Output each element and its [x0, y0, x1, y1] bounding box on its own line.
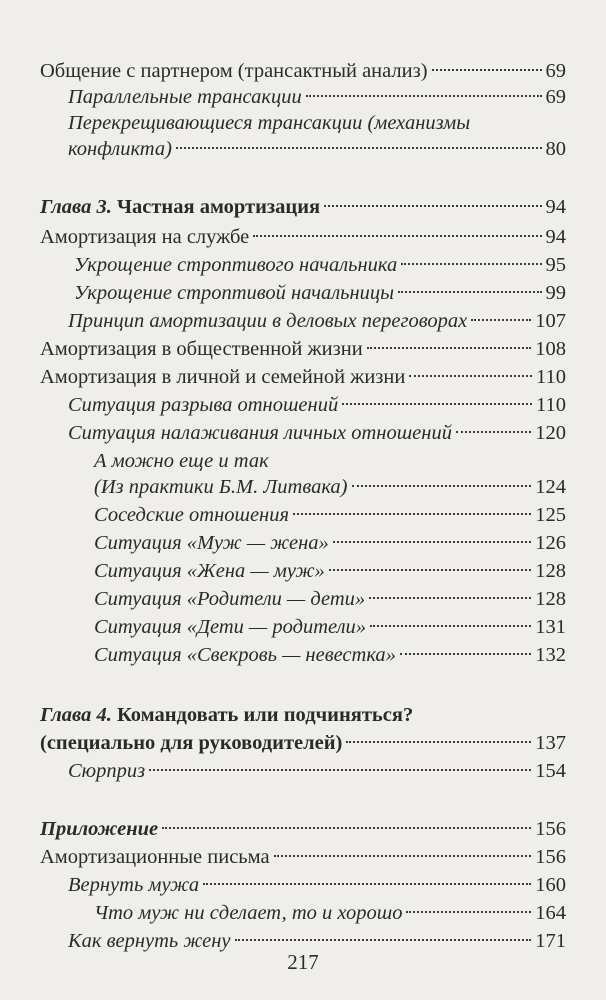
toc-entry-title: Принцип амортизации в деловых переговорах: [68, 310, 468, 332]
toc-entry-line[interactable]: [94, 447, 566, 475]
toc-entry-title: Ситуация «Свекровь — невестка»: [94, 644, 396, 666]
toc-page-number: 154: [535, 760, 566, 782]
toc-page-number: 69: [545, 60, 566, 82]
toc-page-number: 156: [535, 846, 566, 868]
toc-entry[interactable]: [68, 871, 566, 899]
toc-entry-title: Сюрприз: [68, 760, 146, 782]
toc-entry-title: Укрощение строптивой начальницы: [74, 282, 395, 304]
dot-leader: [253, 235, 541, 237]
toc-entry-title: Амортизационные письма: [40, 846, 270, 868]
dot-leader: [162, 827, 531, 829]
dot-leader: [406, 911, 531, 913]
dot-leader: [333, 541, 532, 543]
toc-entry-title: Перекрещивающиеся трансакции (механизмы: [68, 112, 471, 134]
toc-entry[interactable]: [40, 57, 566, 85]
page-number: 217: [287, 950, 319, 974]
toc-entry[interactable]: [94, 641, 566, 669]
chapter-title-cont: (специально для руководителей): [40, 732, 343, 754]
toc-entry[interactable]: [40, 363, 566, 391]
toc-chapter-title: [40, 193, 320, 221]
toc-entry[interactable]: [94, 501, 566, 529]
dot-leader: [352, 485, 532, 487]
toc-page-number: 110: [536, 366, 566, 388]
toc-page-number: 124: [535, 476, 566, 498]
dot-leader: [235, 939, 532, 941]
dot-leader: [274, 855, 532, 857]
toc-entry[interactable]: [74, 251, 566, 279]
toc-page-number: 69: [545, 86, 566, 108]
toc-entry[interactable]: [68, 757, 566, 785]
toc-page-number: 94: [545, 196, 566, 218]
toc-entry[interactable]: [68, 419, 566, 447]
dot-leader: [176, 147, 542, 149]
dot-leader: [409, 375, 532, 377]
toc-page-number: 107: [535, 310, 566, 332]
dot-leader: [324, 205, 541, 207]
toc-entry[interactable]: [40, 223, 566, 251]
toc-chapter-entry[interactable]: [40, 729, 566, 757]
toc-page-number: 110: [536, 394, 566, 416]
toc-entry[interactable]: [68, 307, 566, 335]
chapter-title-text: Командовать или подчиняться?: [116, 704, 414, 726]
dot-leader: [306, 95, 542, 97]
toc-page-number: 99: [545, 282, 566, 304]
toc-page-number: 171: [535, 930, 566, 952]
dot-leader: [367, 347, 532, 349]
toc-entry-title: Укрощение строптивого начальника: [74, 254, 398, 276]
toc-page-number: 128: [535, 588, 566, 610]
toc-page-number: 131: [535, 616, 566, 638]
toc-entry-title: Вернуть мужа: [68, 874, 200, 896]
toc-entry-title-cont: (Из практики Б.М. Литвака): [94, 476, 348, 498]
toc-entry-title: Ситуация «Родители — дети»: [94, 588, 366, 610]
toc-entry[interactable]: [94, 557, 566, 585]
toc-entry[interactable]: [40, 843, 566, 871]
toc-appendix-entry[interactable]: [40, 815, 566, 843]
toc-entry-title: Ситуация налаживания личных отношений: [68, 422, 452, 444]
toc-page-number: 125: [535, 504, 566, 526]
toc-entry-title: Ситуация «Дети — родители»: [94, 616, 367, 638]
toc-chapter-entry[interactable]: [40, 193, 566, 221]
toc-entry-line[interactable]: [68, 109, 566, 137]
dot-leader: [456, 431, 531, 433]
dot-leader: [342, 403, 532, 405]
toc-entry-title-cont: конфликта): [68, 138, 172, 160]
dot-leader: [293, 513, 531, 515]
dot-leader: [149, 769, 531, 771]
dot-leader: [369, 597, 531, 599]
toc-page-number: 120: [535, 422, 566, 444]
toc-page-number: 132: [535, 644, 566, 666]
chapter-prefix: Глава 3.: [40, 196, 112, 218]
toc-entry-title: Ситуация «Жена — муж»: [94, 560, 325, 582]
dot-leader: [346, 741, 531, 743]
toc-entry-title: Параллельные трансакции: [68, 86, 302, 108]
dot-leader: [401, 263, 541, 265]
toc-page-number: 160: [535, 874, 566, 896]
toc-page-number: 164: [535, 902, 566, 924]
toc-page-number: 126: [535, 532, 566, 554]
toc-chapter-entry-line[interactable]: [40, 701, 566, 729]
toc-entry[interactable]: [68, 83, 566, 111]
toc-entry-title: Ситуация «Муж — жена»: [94, 532, 329, 554]
dot-leader: [370, 625, 531, 627]
toc-entry-title: Ситуация разрыва отношений: [68, 394, 339, 416]
toc-page-number: 95: [545, 254, 566, 276]
dot-leader: [329, 569, 532, 571]
dot-leader: [203, 883, 531, 885]
toc-entry-title: Амортизация на службе: [40, 226, 250, 248]
dot-leader: [432, 69, 542, 71]
toc-entry[interactable]: [94, 585, 566, 613]
toc-entry-title: Амортизация в личной и семейной жизни: [40, 366, 406, 388]
chapter-prefix: Глава 4.: [40, 704, 112, 726]
toc-entry-title: Что муж ни сделает, то и хорошо: [94, 902, 403, 924]
toc-page-number: 128: [535, 560, 566, 582]
toc-entry[interactable]: [40, 335, 566, 363]
toc-entry-title: Общение с партнером (трансактный анализ): [40, 60, 428, 82]
toc-page-number: 108: [535, 338, 566, 360]
appendix-title: Приложение: [40, 818, 159, 840]
toc-page-number: 80: [545, 138, 566, 160]
toc-entry-title: А можно еще и так: [94, 450, 269, 472]
toc-entry[interactable]: [68, 135, 566, 163]
toc-entry-title: Соседские отношения: [94, 504, 290, 526]
toc-page-number: 94: [545, 226, 566, 248]
toc-entry[interactable]: [94, 529, 566, 557]
toc-entry-title: Амортизация в общественной жизни: [40, 338, 363, 360]
toc-page-number: 137: [535, 732, 566, 754]
chapter-title-text: Частная амортизация: [116, 196, 321, 218]
toc-page-number: 156: [535, 818, 566, 840]
dot-leader: [400, 653, 531, 655]
toc-entry-title: Как вернуть жену: [68, 930, 231, 952]
toc-entry[interactable]: [94, 899, 566, 927]
dot-leader: [471, 319, 531, 321]
toc-entry[interactable]: [68, 391, 566, 419]
dot-leader: [398, 291, 541, 293]
toc-entry[interactable]: [94, 473, 566, 501]
toc-entry[interactable]: [74, 279, 566, 307]
toc-entry[interactable]: [94, 613, 566, 641]
toc-chapter-title: [40, 701, 413, 729]
